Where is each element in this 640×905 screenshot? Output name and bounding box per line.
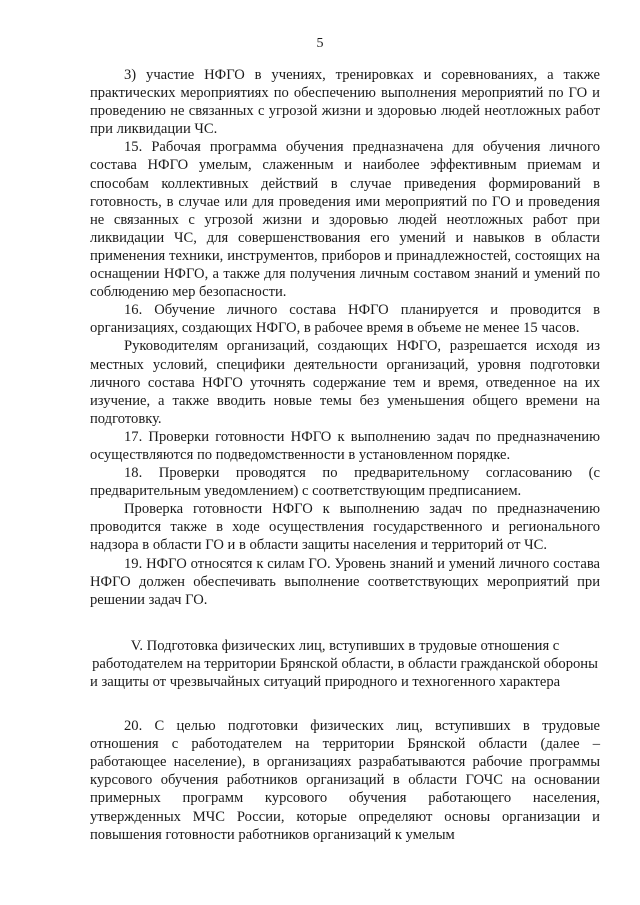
paragraph-item-3: 3) участие НФГО в учениях, тренировках и соревнованиях, а также практических мероприятиях по обеспечению выполнения мероприятий по ГО и проведению не связанных с угрозой жизни и здоровью людей неотложных работ при ликвидации ЧС. bbox=[90, 67, 600, 138]
paragraph-18-note: Проверка готовности НФГО к выполнению задач по предназначению проводится также в ходе осуществления государственного и регионального надзора в области ГО и в области защиты населения и территорий от ЧС. bbox=[90, 501, 600, 554]
paragraph-16: 16. Обучение личного состава НФГО планируется и проводится в организациях, создающих НФГО, в рабочее время в объеме не менее 15 часов. bbox=[90, 302, 600, 337]
paragraph-20: 20. С целью подготовки физических лиц, вступивших в трудовые отношения с работодателем на территории Брянской области (далее – работающее население), в организациях разрабатываются рабочие программы курсового обучения работников организаций в области ГОЧС на основании примерных программ курсового обучения работающего населения, утвержденных МЧС России, которые определяют основы организации и повышения готовности работников организаций к умелым bbox=[90, 718, 600, 843]
paragraph-15: 15. Рабочая программа обучения предназначена для обучения личного состава НФГО умелым, слаженным и наиболее эффективным приемам и способам коллективных действий в случае приведения формирований в готовность, в случае или для проведения ими мероприятий по ГО и проведения не связанных с угрозой жизни и здоровью людей неотложных работ при ликвидации ЧС, для совершенствования его умений и навыков в области применения техники, инструментов, приборов и принадлежностей, состоящих на оснащении НФГО, а также для получения личным составом знаний и умений по соблюдению мер безопасности. bbox=[90, 139, 600, 301]
paragraph-19: 19. НФГО относятся к силам ГО. Уровень знаний и умений личного состава НФГО должен обеспечивать выполнение соответствующих мероприятий при решении задач ГО. bbox=[90, 555, 600, 608]
paragraph-18: 18. Проверки проводятся по предварительному согласованию (с предварительным уведомлением) с соответствующим предписанием. bbox=[90, 465, 600, 500]
document-body bbox=[90, 66, 600, 844]
page-number: 5 bbox=[316, 36, 324, 51]
paragraph-17: 17. Проверки готовности НФГО к выполнению задач по предназначению осуществляются по подведомственности в установленном порядке. bbox=[90, 428, 600, 463]
section-heading: V. Подготовка физических лиц, вступивших в трудовые отношения с работодателем на территории Брянской области, в области гражданской обороны и защиты от чрезвычайных ситуаций природного и техногенного характера bbox=[90, 637, 598, 690]
paragraph-16-note: Руководителям организаций, создающих НФГО, разрешается исходя из местных условий, специфики деятельности организаций, уровня подготовки личного состава НФГО уточнять содержание тем и время, отведенное на их изучение, а также вводить новые темы без уменьшения общего времени на подготовку. bbox=[90, 338, 600, 427]
